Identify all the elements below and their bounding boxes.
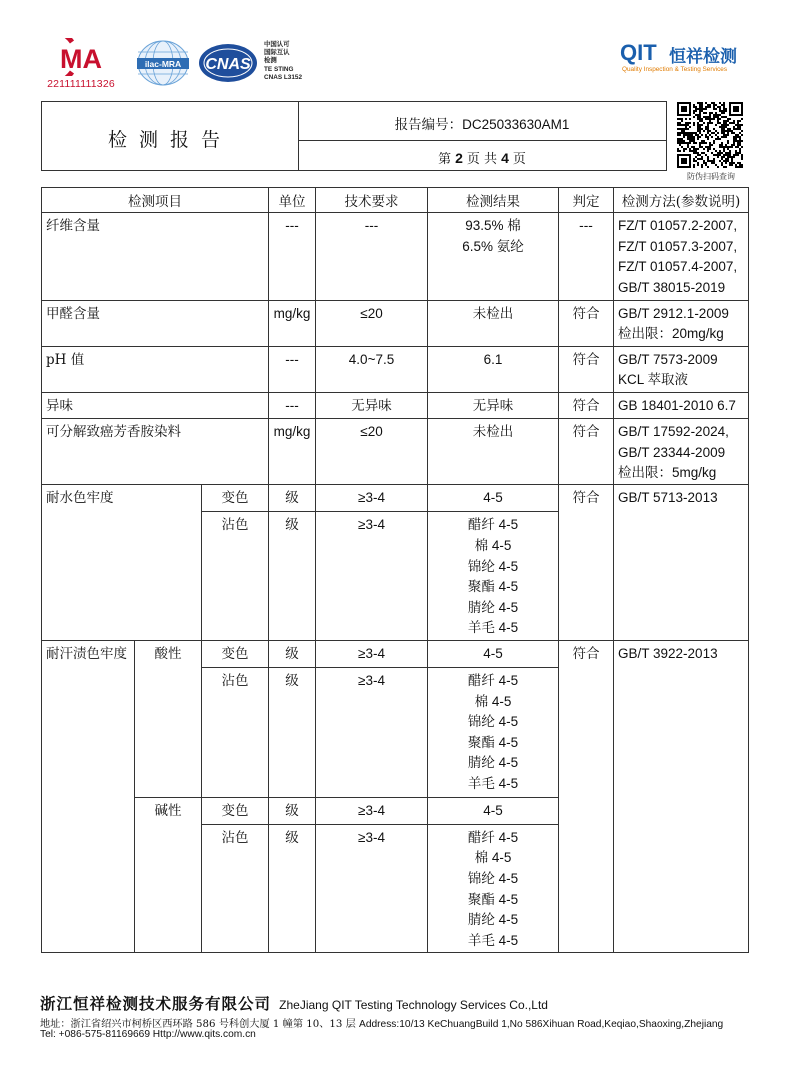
method-cell-line: FZ/T 01057.3-2007, (618, 238, 738, 254)
result-cell-line: 聚酯 4-5 (467, 734, 519, 750)
page-indicator (298, 148, 666, 167)
requirement-cell (316, 419, 428, 485)
result-cell-text: 4-5 (483, 645, 503, 661)
result-cell (428, 797, 559, 824)
verdict-cell (559, 419, 614, 485)
requirement-cell (316, 640, 428, 667)
result-cell-line: 醋纤 4-5 (467, 673, 519, 689)
table-row (42, 346, 749, 392)
result-cell-line: 醋纤 4-5 (467, 829, 519, 845)
verdict-cell-text: 符合 (572, 424, 600, 441)
method-cell-line: 检出限：5mg/kg (618, 465, 717, 481)
footer-company (40, 992, 548, 1014)
qit-brand-mark: QIT (620, 40, 657, 65)
requirement-cell (316, 213, 428, 300)
result-cell-line: 腈纶 4-5 (467, 755, 519, 771)
result-cell (428, 668, 559, 798)
subitem-cell (202, 485, 269, 512)
requirement-cell-text: ≤20 (360, 305, 383, 321)
subitem-cell-text: 变色 (221, 490, 249, 507)
result-cell-line: 锦纶 4-5 (467, 558, 519, 574)
cma-mark-icon (42, 38, 120, 76)
report-number (298, 113, 666, 133)
subitem-cell (202, 668, 269, 798)
result-cell-line: 羊毛 4-5 (467, 932, 519, 948)
item-cell-text: 可分解致癌芳香胺染料 (46, 424, 181, 441)
subitem-cell-text: 沾色 (221, 517, 249, 534)
subitem-cell-text: 变色 (221, 802, 249, 819)
item-cell-text: 异味 (46, 397, 73, 414)
method-cell (614, 213, 749, 300)
requirement-cell (316, 668, 428, 798)
method-cell-line: FZ/T 01057.2-2007, (618, 218, 738, 234)
cnas-line: TE STING (264, 65, 294, 73)
verdict-cell (559, 213, 614, 300)
unit-cell-text: --- (285, 218, 299, 234)
method-cell (614, 346, 749, 392)
result-cell (428, 640, 559, 667)
header-method: 检测方法(参数说明) (614, 188, 749, 213)
item-cell (42, 640, 135, 952)
item-cell-text: 甲醛含量 (46, 305, 100, 322)
cnas-line: CNAS L3152 (264, 73, 303, 81)
unit-cell-text: 级 (285, 645, 299, 662)
method-cell (614, 485, 749, 641)
page-mid: 页 共 (466, 152, 498, 167)
requirement-cell-text: --- (364, 218, 379, 234)
subitem-cell (202, 640, 269, 667)
result-cell-text: 4-5 (483, 802, 503, 818)
address-en: Address:10/13 KeChuangBuild 1,No 586Xihuan Road,Keqiao,Shaoxing,Zhejiang (359, 1019, 724, 1030)
subgroup-cell (135, 640, 202, 797)
requirement-cell (316, 300, 428, 346)
subitem-cell (202, 512, 269, 641)
result-cell-line: 聚酯 4-5 (467, 891, 519, 907)
unit-cell (269, 300, 316, 346)
item-cell-text: 纤维含量 (46, 218, 100, 235)
verdict-cell-text: 符合 (572, 351, 600, 368)
requirement-cell-text: ≥3-4 (358, 490, 385, 506)
requirement-cell-text: 无异味 (351, 397, 392, 413)
ilac-globe-icon (136, 40, 190, 86)
page-prefix: 第 (438, 152, 452, 167)
result-cell-line: 腈纶 4-5 (467, 599, 519, 615)
verdict-cell-text: 符合 (572, 305, 600, 322)
table-row (42, 392, 749, 418)
test-results-table (41, 187, 749, 953)
unit-cell-text: 级 (285, 673, 299, 690)
report-number-label: 报告编号： (394, 117, 463, 133)
method-cell-line: KCL 萃取液 (618, 372, 689, 388)
method-cell (614, 419, 749, 485)
requirement-cell (316, 512, 428, 641)
requirement-cell-text: ≤20 (360, 424, 383, 440)
unit-cell (269, 346, 316, 392)
report-number-value: DC25033630AM1 (462, 117, 570, 132)
method-cell (614, 392, 749, 418)
unit-cell (269, 392, 316, 418)
footer-address (40, 1015, 723, 1030)
result-cell-line: 未检出 (472, 424, 514, 440)
address-cn: 地址：浙江省绍兴市柯桥区西环路 586 号科创大厦 1 幢第 10、13 层 (40, 1019, 356, 1030)
item-cell (42, 300, 269, 346)
result-cell-line: 聚酯 4-5 (467, 579, 519, 595)
method-cell-line: 检出限：20mg/kg (618, 326, 724, 342)
result-cell (428, 346, 559, 392)
requirement-cell (316, 824, 428, 952)
method-cell-line: GB/T 7573-2009 (618, 351, 718, 367)
unit-cell (269, 512, 316, 641)
unit-cell-text: mg/kg (273, 305, 311, 321)
result-cell-line: 羊毛 4-5 (467, 620, 519, 636)
result-cell-line: 6.1 (483, 351, 503, 367)
requirement-cell (316, 797, 428, 824)
unit-cell (269, 797, 316, 824)
subitem-cell (202, 824, 269, 952)
svg-text:CNAS: CNAS (205, 56, 251, 73)
result-cell-line: 羊毛 4-5 (467, 776, 519, 792)
qit-brand-cn: 恒祥检测 (669, 47, 737, 67)
qit-logo (620, 40, 750, 80)
svg-text:ilac-MRA: ilac-MRA (144, 59, 182, 69)
requirement-cell-text: ≥3-4 (358, 829, 385, 845)
result-cell (428, 419, 559, 485)
result-cell (428, 300, 559, 346)
cnas-accreditation-text (264, 41, 302, 82)
result-cell-line: 醋纤 4-5 (467, 517, 519, 533)
result-cell-line: 腈纶 4-5 (467, 912, 519, 928)
table-row (42, 419, 749, 485)
header-item: 检测项目 (42, 188, 269, 213)
header-unit: 单位 (269, 188, 316, 213)
result-cell-line: 棉 4-5 (474, 693, 512, 709)
result-cell-line: 棉 4-5 (474, 850, 512, 866)
verdict-cell (559, 485, 614, 641)
table-row (42, 640, 749, 667)
page-suffix: 页 (512, 152, 526, 167)
subitem-cell-text: 变色 (221, 645, 249, 662)
item-cell (42, 213, 269, 300)
item-cell-text: 耐水色牢度 (46, 490, 114, 507)
method-cell-text: GB/T 3922-2013 (618, 645, 718, 661)
unit-cell-text: 级 (285, 802, 299, 819)
result-cell-text: 4-5 (483, 490, 503, 506)
cnas-mark-icon (197, 42, 259, 84)
result-cell (428, 213, 559, 300)
verdict-cell-text: 符合 (572, 645, 600, 662)
result-cell-line: 无异味 (472, 397, 514, 413)
unit-cell (269, 213, 316, 300)
unit-cell (269, 419, 316, 485)
header-verdict: 判定 (559, 188, 614, 213)
method-cell-line: GB/T 17592-2024, (618, 424, 729, 440)
cnas-line: 中国认可 (264, 41, 290, 48)
verdict-cell (559, 392, 614, 418)
verdict-cell (559, 300, 614, 346)
subitem-cell-text: 沾色 (221, 673, 249, 690)
unit-cell-text: mg/kg (273, 424, 311, 440)
cnas-logo (197, 42, 259, 88)
item-cell-text: pH 值 (46, 351, 85, 368)
subitem-cell-text: 沾色 (221, 829, 249, 846)
subitem-cell (202, 797, 269, 824)
method-cell-line: GB/T 23344-2009 (618, 444, 726, 460)
verdict-cell (559, 640, 614, 952)
unit-cell (269, 640, 316, 667)
footer-contact: Tel: +086-575-81169669 Http://www.qits.com.cn (40, 1029, 256, 1040)
result-cell-line: 6.5% 氨纶 (462, 238, 524, 254)
qr-code-icon[interactable] (677, 102, 743, 168)
result-cell-line: 未检出 (472, 305, 514, 321)
qit-tagline: Quality Inspection & Testing Services (622, 66, 728, 73)
verdict-cell-text: 符合 (572, 490, 600, 507)
requirement-cell-text: ≥3-4 (358, 517, 385, 533)
item-cell (42, 392, 269, 418)
result-cell (428, 512, 559, 641)
item-cell (42, 346, 269, 392)
table-header-row (42, 188, 749, 213)
header-requirement: 技术要求 (316, 188, 428, 213)
method-cell (614, 640, 749, 952)
cnas-line: 检测 (264, 57, 277, 65)
unit-cell-text: --- (285, 397, 299, 413)
result-cell-line: 锦纶 4-5 (467, 870, 519, 886)
table-row (42, 485, 749, 512)
requirement-cell-text: ≥3-4 (358, 802, 385, 818)
table-row (42, 213, 749, 300)
unit-cell-text: 级 (285, 829, 299, 846)
result-cell-line: 锦纶 4-5 (467, 714, 519, 730)
item-cell (42, 419, 269, 485)
page-current: 2 (455, 150, 463, 166)
requirement-cell (316, 392, 428, 418)
subgroup-cell (135, 797, 202, 952)
unit-cell (269, 668, 316, 798)
qr-caption: 防伪扫码查询 (687, 172, 735, 181)
unit-cell-text: 级 (285, 490, 299, 507)
company-name-en: ZheJiang QIT Testing Technology Services Co.,Ltd (279, 998, 548, 1012)
page-total: 4 (501, 150, 509, 166)
result-cell-line: 棉 4-5 (474, 538, 512, 554)
result-cell (428, 485, 559, 512)
method-cell-line: GB 18401-2010 6.7 (618, 397, 736, 413)
method-cell-line: GB/T 38015-2019 (618, 279, 726, 295)
subgroup-cell-text: 酸性 (154, 645, 182, 662)
result-cell-line: 93.5% 棉 (465, 218, 521, 234)
item-cell-text: 耐汗渍色牢度 (46, 645, 127, 662)
item-cell (42, 485, 202, 641)
verdict-cell-text: 符合 (572, 397, 600, 414)
method-cell-line: GB/T 2912.1-2009 (618, 305, 729, 321)
table-row (42, 300, 749, 346)
cnas-line: 国际互认 (264, 49, 290, 57)
unit-cell (269, 485, 316, 512)
report-title-box (41, 101, 667, 171)
method-cell-line: FZ/T 01057.4-2007, (618, 259, 738, 275)
result-cell (428, 824, 559, 952)
requirement-cell (316, 485, 428, 512)
svg-text:MA: MA (60, 44, 102, 74)
verdict-cell (559, 346, 614, 392)
verdict-cell-text: --- (579, 218, 593, 235)
result-cell (428, 392, 559, 418)
subgroup-cell-text: 碱性 (154, 802, 182, 819)
method-cell (614, 300, 749, 346)
cma-logo (40, 38, 122, 92)
company-name-cn: 浙江恒祥检测技术服务有限公司 (40, 994, 272, 1013)
unit-cell-text: 级 (285, 517, 299, 534)
requirement-cell-text: ≥3-4 (358, 645, 385, 661)
ilac-mra-logo (136, 40, 190, 90)
requirement-cell-text: 4.0~7.5 (348, 351, 395, 367)
requirement-cell-text: ≥3-4 (358, 673, 385, 689)
report-title: 检测报告 (107, 129, 232, 151)
unit-cell-text: --- (285, 351, 299, 367)
requirement-cell (316, 346, 428, 392)
unit-cell (269, 824, 316, 952)
cma-number: 221111111326 (47, 78, 115, 90)
method-cell-text: GB/T 5713-2013 (618, 490, 718, 506)
header-result: 检测结果 (428, 188, 559, 213)
